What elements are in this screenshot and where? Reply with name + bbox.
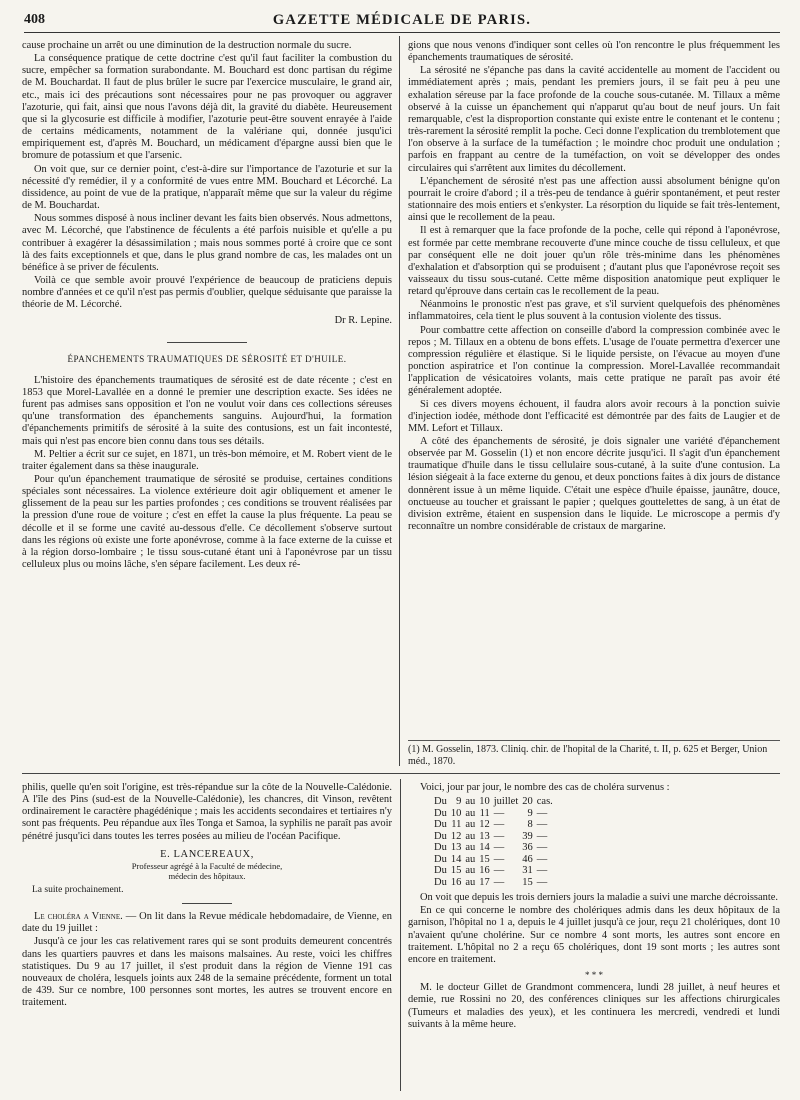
paragraph: Jusqu'à ce jour les cas relativement rares qui se sont produits demeurent concentrés dans les quartiers pauvres et dans les maisons malsaines. Au reste, voici les chiffres statistiques. Du 9 au 17 juillet, il s'est produit dans la région de Vienne 191 cas nouveaux de choléra, lesquels joints aux 248 de la semaine précédente, forment un total de 439. Sur ce nombre, 100 personnes sont mortes, les autres se trouvent encore en traitement. [22, 936, 392, 1009]
column-divider [399, 36, 400, 766]
signature: Dr R. Lepine. [334, 315, 392, 327]
table-row [434, 831, 557, 843]
paragraph: gions que nous venons d'indiquer sont celles où l'on rencontre le plus fréquemment les épanchements traumatiques de sérosité. [408, 40, 780, 64]
table-cell: 14 [479, 842, 490, 854]
table-row [434, 819, 557, 831]
table-cell: 10 [450, 807, 462, 819]
table-cell: — [536, 830, 548, 842]
footnote: (1) M. Gosselin, 1873. Cliniq. chir. de l'hopital de la Charité, t. II, p. 625 et Berger, Union méd., 1870. [408, 740, 780, 768]
table-cell: 46 [522, 853, 533, 865]
paragraph: Voilà ce que semble avoir prouvé l'expérience de beaucoup de praticiens depuis nombre d'années et ce qu'il n'est pas permis d'oublier, quelque séduisante que paraisse la théorie de M. Lécorché. [22, 274, 392, 311]
paragraph: La sérosité ne s'épanche pas dans la cavité accidentelle au moment de l'accident ou immédiatement après ; mais, pendant les premiers jours, il se fait peu à peu une exhalation séreuse par la face profonde de la couche sous-cutanée. M. Tillaux a même observé à la cuisse un épanchement qui n'apparut qu'au bout de neuf jours. Un fait remarquable, c'est la disproportion constante qui existe entre le contenant et le contenu ; très-rarement la sérosité remplit la poche. Ceci donne l'explication du tremblotement que l'on observe à la surface de la tuméfaction ; le moindre choc produit une ondulation ; parfois en frappant au centre de la tuméfaction, on voit se développer des ondes circulaires qui s'arrêtent aux limites du décollement. [408, 65, 780, 174]
table-cell: — [493, 876, 505, 888]
section-divider [22, 773, 780, 774]
table-cell: Du [434, 865, 447, 877]
paragraph: A côté des épanchements de sérosité, je dois signaler une variété d'épanchement observée par M. Gosselin (1) et non encore décrite jusqu'ici. Il s'agit d'un épanchement traumatique d'huile dans le tissu cellulaire sous-cutané, à la suite d'une contusion. La lésion siégeait à la face externe du genou, et deux ponctions faites à dix jours de distance donnèrent issue à un même liquide. C'était une espèce d'huile épaisse, jaunâtre, douce, onctueuse au toucher et graissant le papier ; quelques gouttelettes de sang, à un état de division extrême, étaient en suspension dans le liquide. Le microscope a permis d'y reconnaître un nombre considérable de cristaux de margarine. [408, 436, 780, 533]
table-cell: juillet [493, 796, 519, 808]
paragraph: Néanmoins le pronostic n'est pas grave, et s'il survient quelquefois des phénomènes inflammatoires, cela tient le plus souvent à la contusion violente des tissus. [408, 299, 780, 323]
paragraph: Si ces divers moyens échouent, il faudra alors avoir recours à la ponction suivie d'injection iodée, méthode dont l'efficacité est démontrée par des faits de Laugier et de MM. Lefort et Tillaux. [408, 398, 780, 434]
column-divider-bottom [400, 779, 401, 1091]
table-cell: 20 [522, 796, 533, 808]
table-cell: 16 [479, 865, 490, 877]
paragraph: On voit que, sur ce dernier point, c'est-à-dire sur l'importance de l'azoturie et sur la nécessité d'y remédier, il y a conformité de vues entre MM. Bouchard et Lécorché. La dissidence, au point de vue de la pratique, n'apparaît même que sur la valeur du régime de M. Bouchardat. [22, 163, 392, 212]
table-cell: — [493, 819, 505, 831]
paragraph: M. Peltier a écrit sur ce sujet, en 1871, un très-bon mémoire, et M. Robert vient de le traiter également dans sa thèse inaugurale. [22, 448, 392, 472]
table-cell: Du [434, 807, 447, 819]
news-heading: Le choléra a Vienne. [34, 911, 123, 923]
right-column [408, 40, 780, 740]
paragraph: Pour qu'un épanchement traumatique de sérosité se produise, certaines conditions spéciales sont nécessaires. La violence extérieure doit agir obliquement et amener le glissement de la peau sur les parties profondes ; ces conditions se trouvent réalisées par la pression d'une roue de voiture ; c'est en effet la cause la plus fréquente. La peau se décolle et il se forme une cavité au-dessous d'elle. Ce décollement s'observe surtout dans les régions où existe une forte aponévrose, comme à la face externe de la cuisse et à la région dorso-lombaire ; le tissu sous-cutané étant uni à l'aponévrose par un tissu celluleux plus ou moins lâche, s'en sépare facilement. Les deux ré- [22, 474, 392, 571]
table-cell: 39 [522, 830, 533, 842]
paragraph: En ce qui concerne le nombre des cholériques admis dans les deux hôpitaux de la garnison, l'hôpital no 1 a, depuis le 4 juillet jusqu'à ce jour, reçu 21 cholériques, dont 10 n'avaient qu'une cholérine. Sur ce nombre 4 sont morts, les autres sont encore en traitement. L'hôpital no 2 a reçu 65 cholériques, dont 19 sont morts ; les autres sont encore en traitement. [408, 905, 780, 965]
bottom-right-column [408, 782, 780, 1094]
table-cell: — [493, 830, 505, 842]
table-cell: 13 [450, 842, 462, 854]
page-header [24, 10, 780, 33]
table-cell: au [465, 830, 476, 842]
table-cell: 15 [450, 865, 462, 877]
table-cell: Du [434, 796, 447, 808]
table-cell: au [465, 842, 476, 854]
left-column [22, 40, 392, 740]
table-cell: au [465, 807, 476, 819]
journal-title: GAZETTE MÉDICALE DE PARIS. [272, 12, 532, 28]
table-cell: au [465, 819, 476, 831]
table-cell: au [465, 796, 476, 808]
table-cell: Du [434, 842, 447, 854]
table-cell: 11 [479, 807, 490, 819]
table-cell: au [465, 865, 476, 877]
paragraph: Nous sommes disposé à nous incliner devant les faits bien observés. Nous admettons, avec M. Lécorché, que l'abstinence de féculents a été parfois nuisible et qu'elle a pu contribuer à exagérer la désassimilation ; mais nous sommes porté à croire que ce sont là des faits exceptionnels et que, dans le plus grand nombre de cas, les malades ont un bénéfice à se priver de féculents. [22, 213, 392, 273]
paragraph: La conséquence pratique de cette doctrine c'est qu'il faut faciliter la combustion du sucre, empêcher sa formation surabondante. M. Bouchard est donc partisan du régime de M. Bouchardat. Il faut de plus brûler le sucre par l'exercice musculaire, le grand air, etc., mais ici des précautions sont nécessaires pour ne pas provoquer ou aggraver l'azoturie, qui fait, ainsi que nous l'avons déjà dit, la gravité du diabète. Heureusement que si la glycosurie est difficile à modifier, l'azoturie peut-être souvent enrayée à l'aide de certains médicaments, notamment de la valériane qui, donnée jusqu'ici empiriquement est, d'après M. Bouchard, un médicament d'épargne aussi bien que le bromure de potassium et que l'arsenic. [22, 53, 392, 162]
table-cell: 36 [522, 842, 533, 854]
news-intro: — On lit dans la Revue médicale hebdomadaire, de Vienne, en date du 19 juillet : [22, 911, 392, 935]
cases-table [434, 796, 557, 888]
paragraph: On voit que depuis les trois derniers jours la maladie a suivi une marche décroissante. [420, 892, 778, 904]
table-cell: 31 [522, 865, 533, 877]
table-cell: au [465, 853, 476, 865]
table-cell: — [536, 842, 548, 854]
paragraph: Il est à remarquer que la face profonde de la poche, celle qui répond à l'aponévrose, est formée par cette membrane recouverte d'une mince couche de tissu celluleux, et que par conséquent elle ne doit jouer qu'un rôle très-minime dans les phénomènes d'exhalation et d'absorption qui se produisent ; d'autant plus que l'aponévrose reçoit ses vaisseaux du tissu sous-cutané. Cette même disposition anatomique peut expliquer le retard qu'éprouve dans certain cas le recollement de la peau. [408, 225, 780, 298]
table-cell: au [465, 876, 476, 888]
table-cell: — [493, 807, 505, 819]
table-cell: 13 [479, 830, 490, 842]
author-title: Professeur agrégé à la Faculté de médecine, [131, 860, 283, 871]
table-cell: 12 [450, 830, 462, 842]
table-cell: 15 [522, 876, 533, 888]
author-title: médecin des hôpitaux. [168, 870, 246, 881]
table-row [434, 796, 557, 808]
table-row [434, 877, 557, 889]
paragraph: L'épanchement de sérosité n'est pas une affection aussi absolument bénigne qu'on pourrait le croire d'abord ; il a très-peu de tendance à guérir spontanément, et peut rester stationnaire des mois entiers et s'enkyster. La résorption du liquide se fait très-lentement, ainsi que le recollement de la peau. [408, 175, 780, 224]
table-cell: 14 [450, 853, 462, 865]
table-cell: 9 [456, 796, 462, 808]
table-cell: 8 [527, 819, 533, 831]
table-cell: Du [434, 853, 447, 865]
table-row [434, 808, 557, 820]
table-row [434, 854, 557, 866]
bottom-left-column [22, 782, 392, 1094]
table-cell: — [536, 853, 548, 865]
table-cell: 10 [479, 796, 490, 808]
table-cell: — [493, 842, 505, 854]
table-cell: 16 [450, 876, 462, 888]
table-cell: 15 [479, 853, 490, 865]
table-cell: — [536, 819, 548, 831]
paragraph: Voici, jour par jour, le nombre des cas de choléra survenus : [420, 782, 670, 793]
paragraph: M. le docteur Gillet de Grandmont commencera, lundi 28 juillet, à neuf heures et demie, rue Rossini no 20, des conférences cliniques sur les affections chirurgicales (Tumeurs et maladies des yeux), et les continuera les mercredi, vendredi et lundi suivants à la même heure. [408, 982, 780, 1030]
table-cell: — [536, 865, 548, 877]
paragraph: philis, quelle qu'en soit l'origine, est très-répandue sur la côte de la Nouvelle-Calédonie. A l'île des Pins (sud-est de la Nouvelle-Calédonie), les chancres, dit Vinson, revêtent ordinairement le caractère phagédénique ; mais les accidents secondaires et tertiaires n'y sont pas fréquents. Peu répandue aux îles Tonga et Samoa, la syphilis ne paraît pas avoir pénétré jusqu'ici dans toutes les terres posées au milieu de l'océan Pacifique. [22, 782, 392, 842]
table-cell: Du [434, 830, 447, 842]
asterism: * * * [585, 970, 603, 981]
section-heading: ÉPANCHEMENTS TRAUMATIQUES DE SÉROSITÉ ET D'HUILE. [22, 342, 392, 365]
continued-note: La suite prochainement. [32, 884, 124, 895]
paragraph: Pour combattre cette affection on conseille d'abord la compression combinée avec le repos ; M. Tillaux en a obtenu de bons effets. L'usage de l'ouate permettra d'exercer une compression régulière et élastique. Si le liquide persiste, on l'évacue au moyen d'une ponction aspiratrice et l'on continue la compression. Morel-Lavallée recommandait l'application de vésicatoires volants, mais cette pratique ne paraît pas avoir été généralement adoptée. [408, 324, 780, 397]
table-cell: — [493, 865, 505, 877]
separator [182, 903, 232, 904]
table-cell: — [536, 807, 548, 819]
table-cell: 17 [479, 876, 490, 888]
table-row [434, 865, 557, 877]
table-cell: Du [434, 876, 447, 888]
table-cell: cas. [536, 796, 553, 808]
table-row [434, 842, 557, 854]
paragraph: cause prochaine un arrêt ou une diminution de la destruction normale du sucre. [22, 40, 352, 51]
paragraph: L'histoire des épanchements traumatiques de sérosité est de date récente ; c'est en 1853 que Morel-Lavallée en a donné le premier une description exacte. Ses idées ne furent pas admises sans opposition et l'on ne voulut voir dans ces collections séreuses qu'une transformation des épanchements sanguins. Aujourd'hui, la formation d'épanchements primitifs de sérosité à la suite des contusions, est un fait incontesté, mais qui n'est pas encore bien connu dans tous ses détails. [22, 374, 392, 447]
table-cell: Du [434, 819, 447, 831]
table-cell: 9 [527, 807, 533, 819]
table-cell: 12 [479, 819, 490, 831]
table-cell: — [493, 853, 505, 865]
table-cell: — [536, 876, 548, 888]
paragraph [22, 911, 392, 935]
author-name: E. LANCEREAUX, [160, 848, 254, 860]
table-cell: 11 [451, 819, 462, 831]
page-number: 408 [24, 12, 45, 27]
